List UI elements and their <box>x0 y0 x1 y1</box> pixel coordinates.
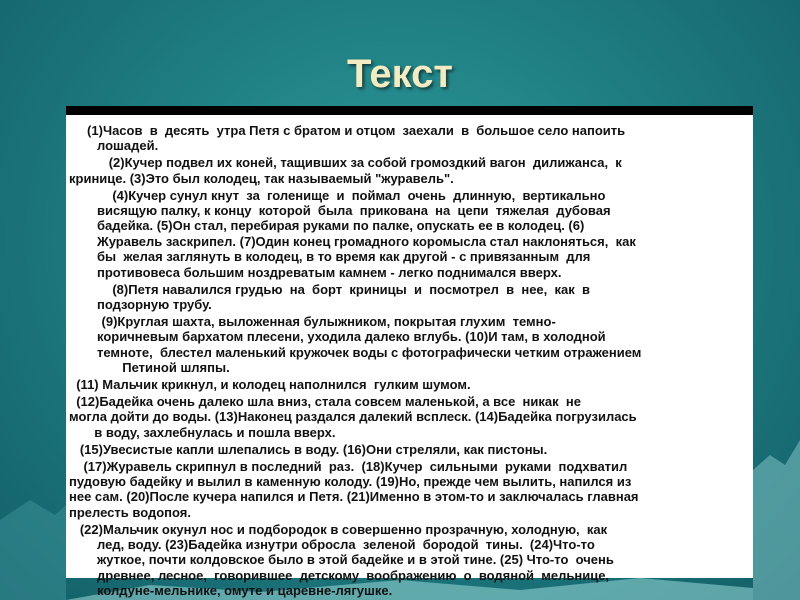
paragraph-first-line: (8)Петя навалился грудью на борт криницы и посмотрел в нее, как в <box>69 281 590 297</box>
paragraph-continuation: пудовую бадейку и вылил в каменную колоду. (19)Но, прежде чем вылить, напился из нее сам. (20)После кучера напился и Петя. (21)Именно в этом-то и заключалась главная прелесть водопоя. <box>69 473 639 520</box>
paragraph-continuation: лошадей. <box>97 138 159 154</box>
slide-title: Текст <box>346 52 453 96</box>
paragraph-continuation: лед, воду. (23)Бадейка изнутри обросла зеленой бородой тины. (24)Что-то жуткое, почти колдовское было в этой бадейке и в этой тине. (25) Что-то очень древнее, лесное, говорившее детскому воображению о водяной мельнице, колдуне-мельнике, омуте и царевне-лягушке. <box>97 537 614 599</box>
paragraph-continuation: висящую палку, к концу которой была прикована на цепи тяжелая дубовая бадейка. (5)Он стал, перебирая руками по палке, опускать ее в колодец. (6) Журавель заскрипел. (7)Один конец громадного коромысла стал наклоняться, как бы желая заглянуть в колодец, в то время как другой - с привязанным для противовеса большим ноздреватым камнем - легко поднимался вверх. <box>97 203 636 280</box>
text-paragraph <box>69 188 749 280</box>
text-body <box>69 123 749 600</box>
text-paragraph <box>69 522 749 599</box>
text-paragraph <box>69 377 749 392</box>
paragraph-first-line: (11) Мальчик крикнул, и колодец наполнился гулким шумом. <box>69 377 471 392</box>
paragraph-first-line: (12)Бадейка очень далеко шла вниз, стала совсем маленькой, а все никак не <box>69 393 581 409</box>
text-paragraph <box>69 123 749 154</box>
text-paragraph <box>69 394 749 440</box>
paragraph-first-line: (17)Журавель скрипнул в последний раз. (18)Кучер сильными руками подхватил <box>69 458 628 474</box>
paragraph-continuation: кринице. (3)Это был колодец, так называемый "журавель". <box>69 170 454 186</box>
paragraph-first-line: (15)Увесистые капли шлепались в воду. (16)Они стреляли, как пистоны. <box>69 441 548 457</box>
paragraph-continuation: подзорную трубу. <box>97 296 212 312</box>
paragraph-continuation: коричневым бархатом плесени, уходила далеко вглубь. (10)И там, в холодной темноте, блестел маленький кружочек воды с фотографически четким отражением Петиной шляпы. <box>97 329 642 376</box>
text-panel <box>66 106 753 599</box>
text-paragraph <box>69 155 749 186</box>
text-paragraph <box>69 442 749 457</box>
paragraph-first-line: (9)Круглая шахта, выложенная булыжником, покрытая глухим темно- <box>69 313 556 329</box>
text-paragraph <box>69 282 749 313</box>
paragraph-first-line: (1)Часов в десять утра Петя с братом и отцом заехали в большое село напоить <box>69 123 626 138</box>
text-paragraph <box>69 459 749 521</box>
paragraph-continuation: могла дойти до воды. (13)Наконец раздался далекий всплеск. (14)Бадейка погрузилась в воду, захлебнулась и пошла вверх. <box>69 409 637 440</box>
paragraph-first-line: (4)Кучер сунул кнут за голенище и поймал очень длинную, вертикально <box>69 187 606 203</box>
mountain-right <box>753 440 800 600</box>
paragraph-first-line: (22)Мальчик окунул нос и подбородок в совершенно прозрачную, холодную, как <box>69 521 608 537</box>
text-paragraph <box>69 314 749 376</box>
paragraph-first-line: (2)Кучер подвел их коней, тащивших за собой громоздкий вагон дилижанса, к <box>69 155 622 171</box>
mountain-left <box>0 500 66 600</box>
